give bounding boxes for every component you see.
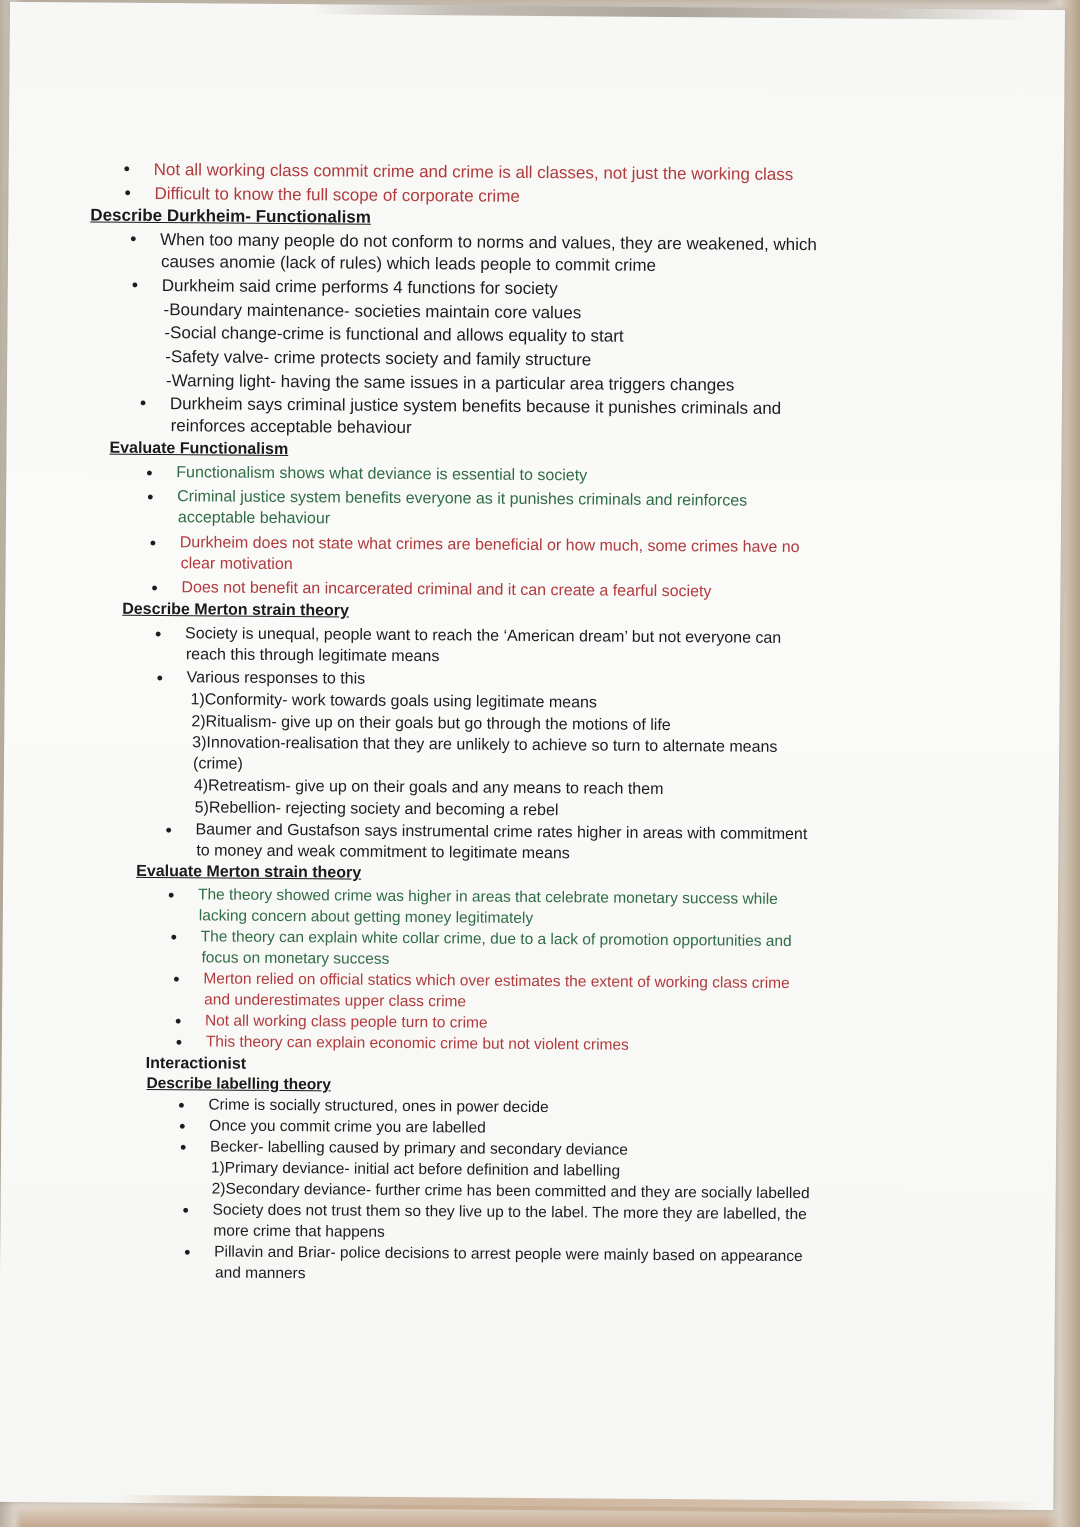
durkheim-describe-heading: Describe Durkheim- Functionalism — [90, 205, 371, 227]
labelling-subpoint: 2)Secondary deviance- further crime has been committed and they are socially labelled — [211, 1180, 810, 1203]
durkheim-function: -Warning light- having the same issues in a particular area triggers changes — [165, 371, 735, 395]
durkheim-point: • When too many people do not conform to norms and values, they are weakened, which — [160, 229, 817, 255]
merton-response-continuation: (crime) — [192, 755, 243, 773]
labelling-point: • Pillavin and Briar- police decisions to arrest people were mainly based on appearance — [214, 1242, 803, 1267]
crime-criticism-point: • Difficult to know the full scope of corporate crime — [154, 183, 520, 207]
merton-point-continuation: reach this through legitimate means — [185, 646, 440, 666]
notes-page — [0, 2, 1065, 1510]
merton-strength: • The theory showed crime was higher in areas that celebrate monetary success while — [198, 885, 778, 910]
merton-weakness: • This theory can explain economic crime but not violent crimes — [206, 1032, 629, 1055]
merton-strength-continuation: lacking concern about getting money legitimately — [198, 907, 534, 927]
labelling-point: • Crime is socially structured, ones in power decide — [208, 1095, 548, 1118]
labelling-point: • Becker- labelling caused by primary and secondary deviance — [210, 1137, 628, 1160]
crime-criticism-point: • Not all working class commit crime and crime is all classes, not just the working class — [154, 159, 794, 185]
durkheim-point: • Durkheim said crime performs 4 functions for society — [162, 275, 558, 299]
merton-weakness: • Not all working class people turn to crime — [205, 1011, 488, 1033]
functionalism-strength: • Functionalism shows what deviance is essential to society — [176, 463, 587, 486]
merton-strength-continuation: focus on monetary success — [201, 949, 390, 968]
merton-response: 5)Rebellion- rejecting society and becoming a rebel — [194, 799, 559, 820]
functionalism-weakness-continuation: clear motivation — [180, 555, 293, 574]
merton-response: 4)Retreatism- give up on their goals and any means to reach them — [193, 777, 664, 799]
durkheim-function: -Safety valve- crime protects society and family structure — [165, 347, 592, 370]
durkheim-point: • Durkheim says criminal justice system benefits because it punishes criminals and — [170, 393, 781, 419]
merton-point: • Society is unequal, people want to reach the ‘American dream’ but not everyone can — [185, 624, 781, 649]
merton-weakness-continuation: and underestimates upper class crime — [204, 991, 467, 1011]
merton-strength: • The theory can explain white collar crime, due to a lack of promotion opportunities and — [201, 927, 792, 952]
merton-evaluate-heading: Evaluate Merton strain theory — [136, 862, 362, 882]
merton-response: 2)Ritualism- give up on their goals but go through the motions of life — [191, 713, 671, 735]
durkheim-function: -Boundary maintenance- societies maintain core values — [163, 300, 582, 323]
functionalism-weakness: • Does not benefit an incarcerated criminal and it can create a fearful society — [181, 578, 711, 602]
labelling-point-continuation: and manners — [214, 1264, 306, 1283]
merton-weakness: • Merton relied on official statics which over estimates the extent of working class crime — [203, 969, 790, 994]
durkheim-point-continuation: reinforces acceptable behaviour — [170, 416, 412, 438]
merton-point: • Various responses to this — [187, 668, 366, 689]
functionalism-strength: • Criminal justice system benefits everyone as it punishes criminals and reinforces — [177, 487, 747, 511]
functionalism-strength-continuation: acceptable behaviour — [177, 509, 331, 528]
durkheim-function: -Social change-crime is functional and allows equality to start — [164, 323, 624, 346]
merton-response: 3)Innovation-realisation that they are unlikely to achieve so turn to alternate means — [192, 734, 778, 756]
interactionist-section-title: Interactionist — [145, 1054, 247, 1073]
functionalism-evaluate-heading: Evaluate Functionalism — [109, 439, 289, 459]
merton-response: 1)Conformity- work towards goals using legitimate means — [190, 691, 597, 712]
labelling-point: • Society does not trust them so they live up to the label. The more they are labelled, the — [212, 1200, 806, 1225]
durkheim-point-continuation: causes anomie (lack of rules) which leads people to commit crime — [160, 252, 657, 275]
merton-point-continuation: to money and weak commitment to legitimate means — [196, 842, 570, 863]
merton-describe-heading: Describe Merton strain theory — [122, 600, 350, 620]
merton-point: • Baumer and Gustafson says instrumental crime rates higher in areas with commitment — [195, 820, 807, 845]
functionalism-weakness: • Durkheim does not state what crimes are beneficial or how much, some crimes have no — [180, 533, 800, 558]
labelling-describe-heading: Describe labelling theory — [146, 1074, 331, 1094]
labelling-subpoint: 1)Primary deviance- initial act before definition and labelling — [210, 1159, 621, 1180]
labelling-point: • Once you commit crime you are labelled — [209, 1116, 486, 1138]
labelling-point-continuation: more crime that happens — [213, 1222, 385, 1241]
